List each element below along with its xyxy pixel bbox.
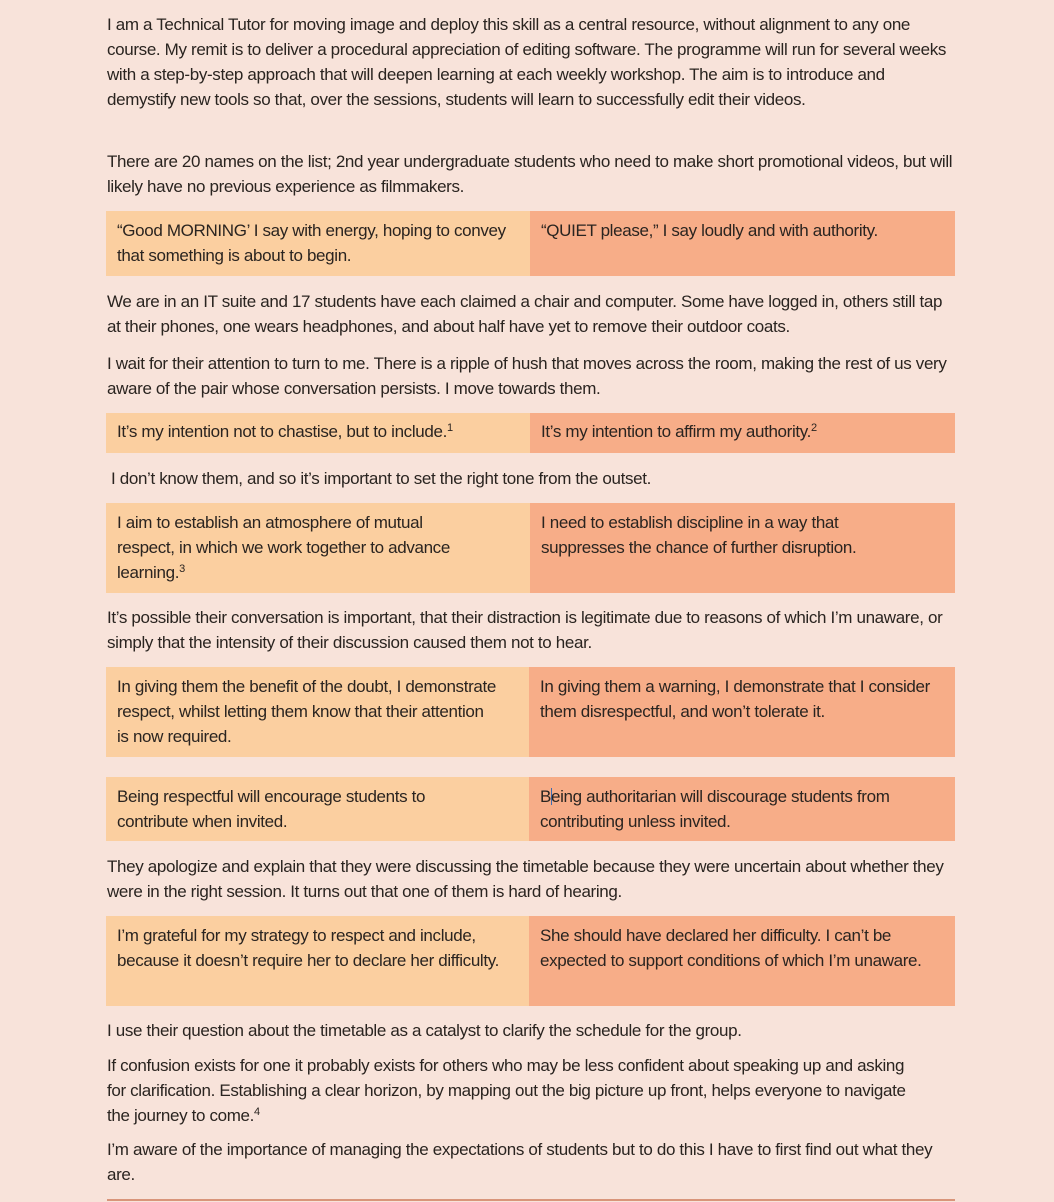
inclusive-response [106, 503, 530, 593]
authoritarian-response [529, 777, 955, 841]
footnote-ref[interactable]: 1 [446, 422, 453, 434]
inclusive-text: I’m grateful for my strategy to respect and include, because it doesn’t require her to declare her difficulty. [117, 926, 499, 970]
footnote-ref[interactable]: 2 [811, 422, 817, 434]
inclusive-response [106, 667, 529, 757]
authoritarian-response [529, 667, 955, 757]
intro-paragraph: I am a Technical Tutor for moving image and deploy this skill as a central resource, without alignment to any one course. My remit is to deliver a procedural appreciation of editing software. The programme will run for several weeks with a step-by-step approach that will deepen learning at each weekly workshop. The aim is to introduce and demystify new tools so that, over the sessions, students will learn to successfully edit their videos. [107, 15, 946, 109]
authoritarian-response [530, 413, 955, 453]
authoritarian-text: She should have declared her difficulty. I can’t be expected to support conditions of which I’m unaware. [540, 926, 922, 970]
inclusive-response [106, 916, 529, 1006]
authoritarian-response [529, 916, 955, 1006]
inclusive-text: I aim to establish an atmosphere of mutual respect, in which we work together to advance learning. [117, 513, 450, 582]
apology-paragraph: They apologize and explain that they were discussing the timetable because they were uncertain about whether they were in the right session. It turns out that one of them is hard of hearing. [107, 857, 944, 901]
authoritarian-response [530, 503, 955, 593]
footnote-ref[interactable]: 4 [254, 1106, 260, 1118]
footnote-ref[interactable]: 3 [179, 563, 185, 575]
authoritarian-text: eing authoritarian will discourage students from contributing unless invited. [540, 787, 890, 831]
contrast-pair-difficulty [106, 916, 955, 1006]
inclusive-text: “Good MORNING’ I say with energy, hoping to convey that something is about to begin. [117, 221, 506, 265]
authoritarian-text-start: B [540, 787, 551, 806]
authoritarian-text: It’s my intention to affirm my authority. [541, 422, 812, 441]
authoritarian-response [530, 211, 955, 276]
expectations-paragraph: I’m aware of the importance of managing the expectations of students but to do this I have to first find out what they are. [107, 1140, 933, 1184]
authoritarian-text: I need to establish discipline in a way that suppresses the chance of further disruption. [541, 513, 857, 557]
class-list-paragraph: There are 20 names on the list; 2nd year undergraduate students who need to make short promotional videos, but will likely have no previous experience as filmmakers. [107, 152, 953, 196]
inclusive-response [106, 777, 529, 841]
inclusive-text: Being respectful will encourage students to contribute when invited. [117, 787, 426, 831]
contrast-pair-atmosphere [106, 503, 955, 593]
room-paragraph: We are in an IT suite and 17 students have each claimed a chair and computer. Some have logged in, others still tap at their phones, one wears headphones, and about half have yet to remove their outdoor coats. [107, 292, 943, 336]
section-divider [107, 1199, 955, 1201]
inclusive-text: It’s my intention not to chastise, but to include. [117, 422, 447, 441]
confusion-paragraph [107, 1053, 927, 1128]
contrast-pair-intention [106, 413, 955, 453]
contrast-pair-greeting [106, 211, 955, 276]
contrast-pair-doubt [106, 667, 955, 757]
inclusive-text: In giving them the benefit of the doubt, I demonstrate respect, whilst letting them know that their attention is now required. [117, 677, 496, 746]
contrast-pair-contribution [106, 777, 955, 841]
distraction-paragraph: It’s possible their conversation is important, that their distraction is legitimate due to reasons of which I’m unaware, or simply that the intensity of their discussion caused them not to hear. [107, 608, 943, 652]
timetable-paragraph: I use their question about the timetable as a catalyst to clarify the schedule for the group. [107, 1021, 742, 1040]
attention-paragraph: I wait for their attention to turn to me. There is a ripple of hush that moves across the room, making the rest of us very aware of the pair whose conversation persists. I move towards them. [107, 354, 947, 398]
authoritarian-text: “QUIET please,” I say loudly and with authority. [541, 221, 878, 240]
authoritarian-text: In giving them a warning, I demonstrate that I consider them disrespectful, and won’t tolerate it. [540, 677, 930, 721]
inclusive-response [106, 413, 530, 453]
tone-paragraph: I don’t know them, and so it’s important to set the right tone from the outset. [111, 469, 651, 488]
confusion-text: If confusion exists for one it probably exists for others who may be less confident about speaking up and asking for clarification. Establishing a clear horizon, by mapping out the big picture up front, helps everyone to navigate the journey to come. [107, 1056, 906, 1125]
inclusive-response [106, 211, 530, 276]
